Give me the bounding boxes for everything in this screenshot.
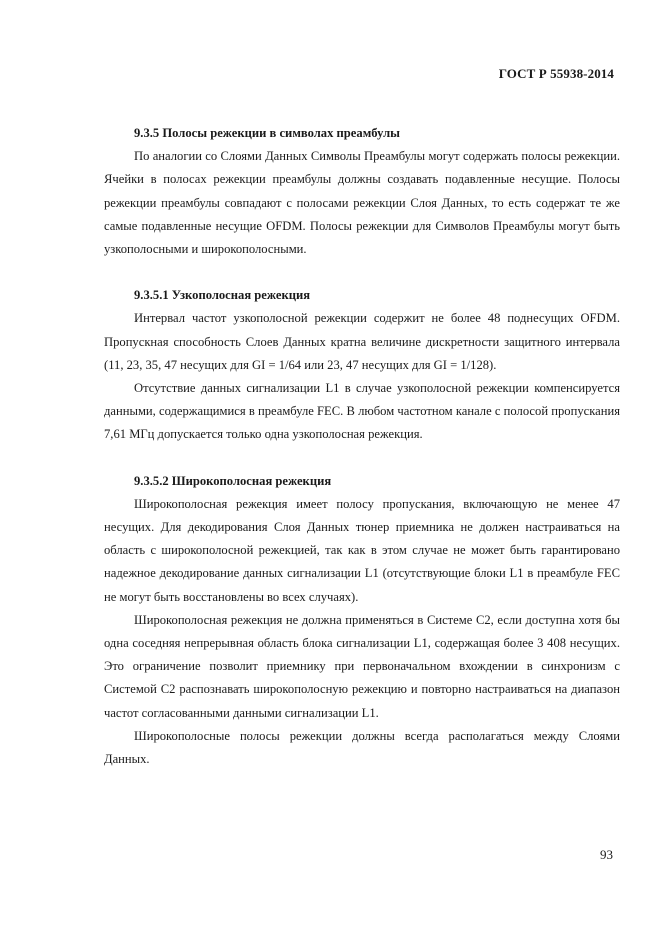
spacer (104, 447, 620, 470)
section-heading-9-3-5-2: 9.3.5.2 Широкополосная режекция (134, 473, 332, 488)
page-number: 93 (600, 847, 613, 862)
paragraph: Широкополосная режекция не должна применяться в Системе C2, если доступна хотя бы одна соседняя непрерывная область блока сигнализации L1, содержащая более 3 408 несущих. Это ограничение позволит приемнику при первоначальном вхождении в синхронизм с Системой C2 распознавать широкополосную режекцию и повторно настраиваться на диапазон частот согласованными данными сигнализации L1. (104, 612, 620, 720)
paragraph: Широкополосная режекция имеет полосу пропускания, включающую не менее 47 несущих. Для декодирования Слоя Данных тюнер приемника не должен настраиваться на область с широкополосной режекцией, так как в этом случае не может быть гарантировано надежное декодирование данных сигнализации L1 (отсутствующие блоки L1 в преамбуле FEC не могут быть восстановлены во всех случаях). (104, 496, 620, 604)
paragraph: По аналогии со Слоями Данных Символы Преамбулы могут содержать полосы режекции. Ячейки в полосах режекции преамбулы должны создавать подавленные несущие. Полосы режекции преамбулы совпадают с полосами режекции Слоя Данных, то есть содержат те же самые подавленные несущие OFDM. Полосы режекции для Символов Преамбулы могут быть узкополосными и широкополосными. (104, 149, 620, 257)
document-code: ГОСТ Р 55938-2014 (498, 66, 614, 81)
section-heading-9-3-5-1: 9.3.5.1 Узкополосная режекция (134, 288, 311, 303)
paragraph: Отсутствие данных сигнализации L1 в случае узкополосной режекции компенсируется данными, содержащимися в преамбуле FEC. В любом частотном канале с полосой пропускания 7,61 МГц допускается только одна узкополосная режекция. (104, 381, 620, 442)
spacer (104, 261, 620, 284)
document-body (104, 122, 620, 771)
paragraph: Широкополосные полосы режекции должны всегда располагаться между Слоями Данных. (104, 728, 620, 767)
paragraph: Интервал частот узкополосной режекции содержит не более 48 поднесущих OFDM. Пропускная способность Слоев Данных кратна величине дискретности защитного интервала (11, 23, 35, 47 несущих для GI = 1/64 или 23, 47 несущих для GI = 1/128). (104, 311, 620, 372)
section-heading-9-3-5: 9.3.5 Полосы режекции в символах преамбулы (134, 126, 400, 140)
